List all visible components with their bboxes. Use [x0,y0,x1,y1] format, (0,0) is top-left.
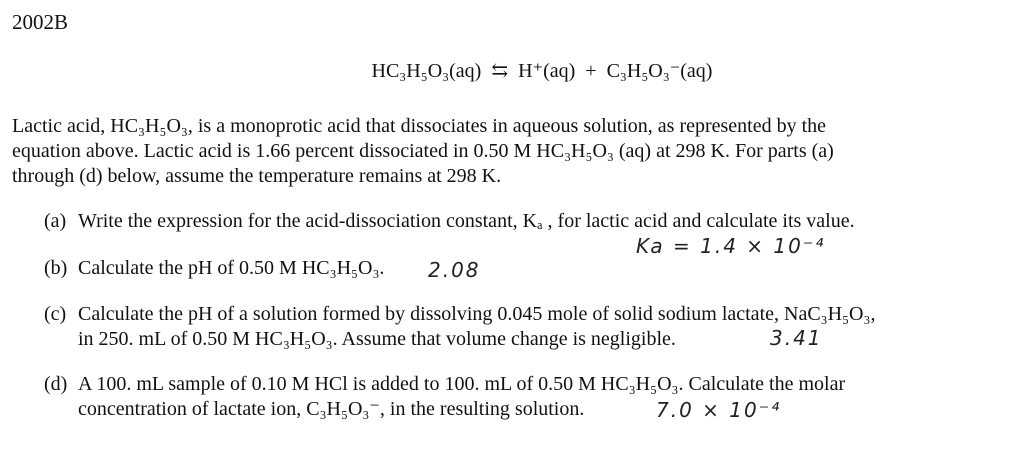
equation-reactant: HC₃H₅O₃(aq) [371,60,482,82]
handwritten-answer-a: Ka = 1.4 × 10⁻⁴ [636,234,826,258]
intro-line-2: equation above. Lactic acid is 1.66 percent dissociated in 0.50 M HC₃H₅O₃ (aq) at 298 K. For parts (a) [12,140,834,162]
part-c-label: (c) [44,303,67,325]
part-c-line-2: in 250. mL of 0.50 M HC₃H₅O₃. Assume that volume change is negligible. [78,328,676,350]
equation-product-h: H⁺(aq) [518,60,576,82]
equation-product-lactate: C₃H₅O₃⁻(aq) [606,60,713,82]
handwritten-answer-d: 7.0 × 10⁻⁴ [656,398,782,422]
part-a-text: Write the expression for the acid-dissociation constant, Kₐ , for lactic acid and calculate its value. [78,210,855,232]
part-a [44,209,1004,234]
part-a-label: (a) [44,210,67,232]
equilibrium-equation [0,58,1024,83]
intro-line-1: Lactic acid, HC₃H₅O₃, is a monoprotic acid that dissociates in aqueous solution, as represented by the [12,115,827,137]
equation-plus: + [585,60,597,82]
part-d [44,372,1004,422]
handwritten-answer-b: 2.08 [428,258,481,282]
part-d-line-2: concentration of lactate ion, C₃H₅O₃⁻, in the resulting solution. [78,398,585,420]
part-d-line-1: A 100. mL sample of 0.10 M HCl is added to 100. mL of 0.50 M HC₃H₅O₃. Calculate the molar [78,373,846,395]
intro-line-3: through (d) below, assume the temperature remains at 298 K. [12,165,502,187]
part-c-line-1: Calculate the pH of a solution formed by dissolving 0.045 mole of solid sodium lactate, NaC₃H₅O₃, [78,303,876,325]
intro-paragraph [12,114,1012,189]
part-d-label: (d) [44,373,68,395]
part-b-text: Calculate the pH of 0.50 M HC₃H₅O₃. [78,257,385,279]
part-c [44,302,1004,352]
problem-year: 2002B [12,10,69,34]
part-b-label: (b) [44,257,68,279]
handwritten-answer-c: 3.41 [770,326,823,350]
part-b [44,256,1004,281]
equilibrium-arrow-icon: ⇆ [491,60,509,82]
